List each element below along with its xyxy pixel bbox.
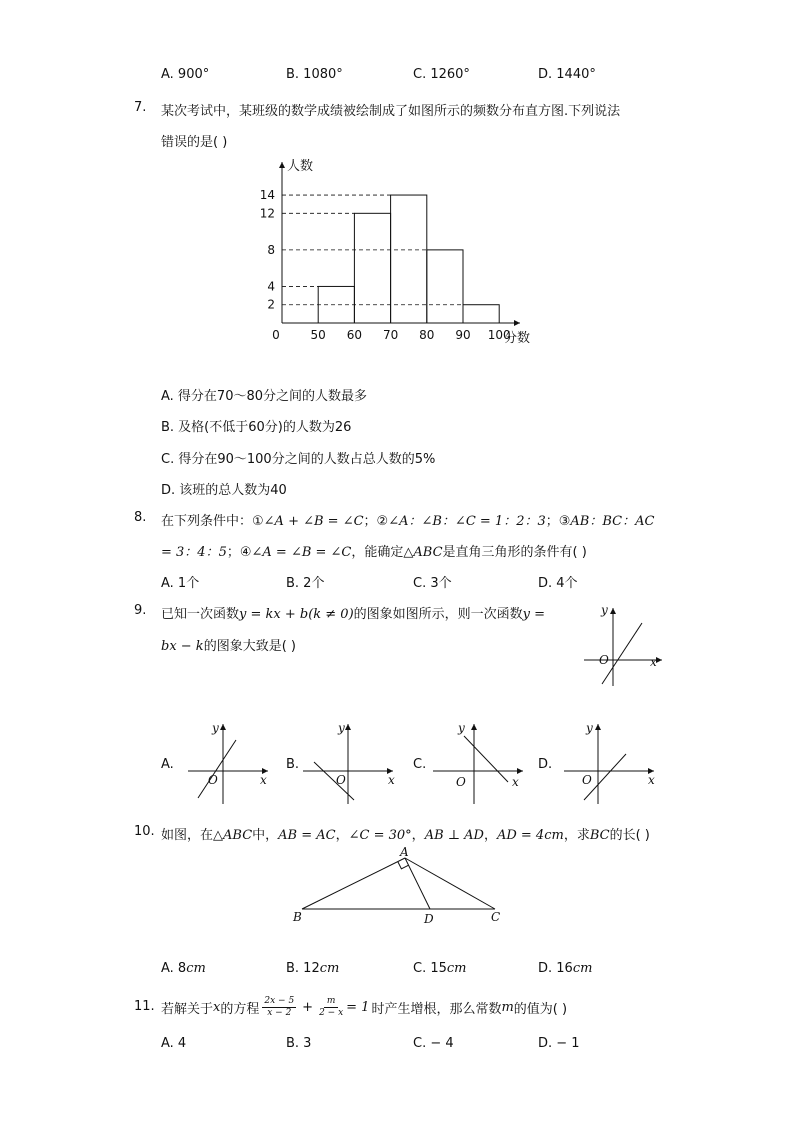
q10-option-unit: cm [186,961,206,976]
q6-option-d: D. 1440° [538,67,596,82]
axis-label-x: x [260,773,267,787]
x-tick-label: 60 [346,328,363,342]
q9-option-d-letter: D. [538,757,553,772]
q7-option-c: C. 得分在90～100分之间的人数占总人数的5% [161,452,436,467]
q11-option-c: C. − 4 [413,1036,454,1051]
axis-label-x: x [650,655,657,669]
y-tick-label: 14 [259,188,275,203]
q11-option-a: A. 4 [161,1036,187,1051]
q10-option-unit: cm [572,961,593,976]
x-tick-label: 90 [455,328,471,342]
q10-math: AB ⊥ AD [424,828,484,843]
q9-option-b-letter: B. [286,757,300,772]
q9-number: 9. [134,603,147,618]
q8-condition-4: ∠A = ∠B = ∠C [251,545,352,560]
origin-label: O [599,653,609,667]
q9-option-a-letter: A. [161,757,174,772]
histogram-bar-2 [354,213,390,323]
q11-text: 的值为( ) [513,1001,568,1017]
q8-stem-line1 [161,510,654,529]
axis-label-y: y [338,721,345,735]
q7-number: 7. [134,100,147,115]
y-tick-label: 8 [267,242,275,257]
x-tick-label: 70 [382,328,399,342]
y-tick-label: 12 [259,206,275,221]
q11-variable-m: m [501,999,514,1015]
q8-condition-2: ∠A：∠B：∠C = 1：2：3 [388,514,546,529]
q9-function-2a: y = [522,607,546,622]
q7-option-b: B. 及格(不低于60分)的人数为26 [161,420,352,435]
axis-label-x: x [512,775,519,789]
q6-option-c: C. 1260° [413,67,470,82]
q8-stem-line2 [161,541,587,560]
q8-text: ；④ [226,545,252,560]
q7-stem-line2: 错误的是( ) [161,135,228,150]
arrow-up-icon [471,724,477,730]
q9-option-d-graph [556,718,666,808]
axis-label-y: y [212,721,219,735]
q9-text: 的图象如图所示，则一次函数 [353,607,523,622]
q10-text: ，求 [563,828,590,843]
q8-condition-3a: AB：BC：AC [570,514,655,529]
frequency-histogram [0,0,794,380]
q10-option-c [413,961,467,976]
q11-fraction-2 [319,996,343,1019]
q10-stem [161,824,650,843]
q10-math: AD = 4cm [496,828,564,843]
arrow-up-icon [345,724,351,730]
q9-reference-graph [580,600,670,690]
q11-fraction-1-numerator: 2x − 5 [264,995,295,1006]
q8-condition-1: ∠A + ∠B = ∠C [263,514,364,529]
arrow-right-icon [514,320,520,326]
q10-option-b [286,961,339,976]
x-axis-title: 分数 [504,331,531,346]
q8-text: ；② [363,514,389,529]
arrow-right-icon [517,768,523,774]
q11-text: 若解关于 [161,1001,214,1017]
histogram-bar-4 [427,250,463,323]
q8-triangle: △ABC [403,545,443,560]
q8-text: ，能确定 [351,545,404,560]
q10-math: BC [589,828,610,843]
vertex-label-b: B [293,910,302,924]
q8-text: ；③ [545,514,571,529]
q11-option-d: D. − 1 [538,1036,580,1051]
q9-function-2b: bx − k [161,639,204,654]
q11-fraction-2-numerator: m [324,996,339,1008]
function-line [198,740,236,798]
q10-option-value: D. 16 [538,961,573,976]
q7-option-a: A. 得分在70～80分之间的人数最多 [161,389,368,404]
arrow-up-icon [220,724,226,730]
q11-equals: = 1 [346,999,370,1015]
axis-label-y: y [458,721,465,735]
q10-text: ， [335,828,349,843]
q9-option-c-graph [428,718,538,808]
function-line [464,736,508,782]
vertex-label-a: A [400,845,409,859]
arrow-up-icon [279,162,285,168]
q6-option-b: B. 1080° [286,67,343,82]
q8-option-a: A. 1个 [161,576,200,591]
q9-option-b-graph [298,718,408,808]
q8-condition-3b: = 3：4：5 [161,545,227,560]
q10-option-unit: cm [319,961,340,976]
segment-ab [302,858,405,909]
vertex-label-d: D [424,912,434,926]
q9-option-a-graph [180,718,280,808]
origin-label: O [336,773,346,787]
q9-function-1: y = kx + b(k ≠ 0) [239,607,354,622]
q9-stem-line1 [161,603,545,622]
vertex-label-c: C [491,910,501,924]
q10-triangle-figure [290,846,530,926]
q10-option-value: B. 12 [286,961,320,976]
segment-ac [405,858,495,909]
q8-option-d: D. 4个 [538,576,578,591]
q10-math: AB = AC [278,828,336,843]
q6-option-a: A. 900° [161,67,210,82]
origin-label: 0 [272,328,280,342]
q11-fraction-1-denominator: x − 2 [267,1007,292,1018]
q8-text: 在下列条件中：① [161,514,264,529]
q11-option-b: B. 3 [286,1036,312,1051]
q11-stem [161,992,567,1022]
q11-text: 时产生增根，那么常数 [371,1001,502,1017]
axis-label-x: x [388,773,395,787]
origin-label: O [582,773,592,787]
q11-fraction-1 [262,996,296,1019]
axis-label-x: x [648,773,655,787]
y-axis-title: 人数 [287,159,314,174]
q8-text: 是直角三角形的条件有( ) [442,545,587,560]
arrow-up-icon [610,608,616,614]
q8-option-c: C. 3个 [413,576,452,591]
y-tick-label: 2 [267,297,275,312]
q9-text: 的图象大致是( ) [203,639,296,654]
q10-option-a [161,961,206,976]
q10-number: 10. [134,824,155,839]
x-tick-label: 80 [419,328,435,342]
q8-option-b: B. 2个 [286,576,325,591]
q11-number: 11. [134,999,155,1014]
axis-label-y: y [586,721,593,735]
x-tick-label: 100 [487,328,511,342]
q9-text: 已知一次函数 [161,607,240,622]
q10-text: ， [483,828,497,843]
x-tick-label: 50 [310,328,326,342]
q10-math: △ABC [213,828,253,843]
q10-option-value: A. 8 [161,961,187,976]
q11-fraction-2-denominator: 2 − x [319,1007,344,1018]
origin-label: O [208,773,218,787]
q9-option-c-letter: C. [413,757,427,772]
q11-variable-x: x [213,999,221,1015]
arrow-up-icon [595,724,601,730]
y-tick-label: 4 [267,279,275,294]
q10-option-unit: cm [446,961,467,976]
q11-text: 的方程 [220,1001,260,1017]
q8-number: 8. [134,510,147,525]
q10-math: ∠C = 30° [348,828,412,843]
q10-option-value: C. 15 [413,961,447,976]
q10-text: 如图，在 [161,828,214,843]
histogram-bar-3 [391,195,427,323]
q9-stem-line2 [161,635,296,654]
q10-option-d [538,961,592,976]
q7-stem-line1: 某次考试中，某班级的数学成绩被绘制成了如图所示的频数分布直方图.下列说法 [161,104,621,119]
q10-text: ， [411,828,425,843]
q7-option-d: D. 该班的总人数为40 [161,483,287,498]
axis-label-y: y [601,603,608,617]
arrow-right-icon [656,657,662,663]
q11-plus: + [302,999,314,1015]
histogram-bar-5 [463,305,499,323]
q10-text: 的长( ) [609,828,650,843]
origin-label: O [456,775,466,789]
q10-text: 中， [252,828,279,843]
